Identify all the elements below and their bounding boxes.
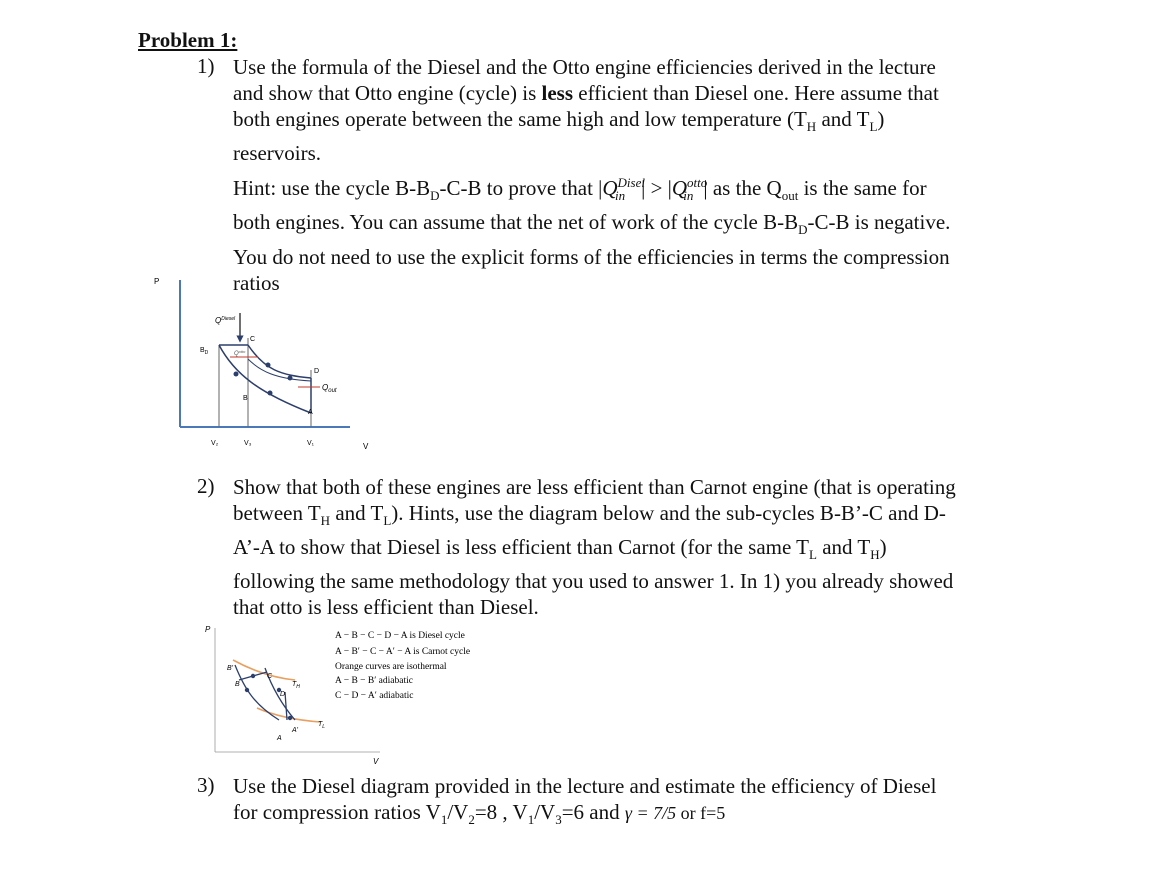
d2-label-tl: $T_L$ — [318, 721, 326, 730]
d2-label-c: C — [267, 673, 273, 680]
d2-label-th: $T_H$ — [292, 681, 300, 690]
d1-label-c: C — [250, 336, 256, 343]
d1-arrow-3 — [266, 363, 271, 368]
carnot-pv-diagram — [195, 620, 515, 770]
d2-legend-5: C − D − A′ adiabatic — [335, 691, 414, 701]
part2-line-3: A’-A to show that Diesel is less efficient than Carnot (for the same $T_L$ and $T_H$) — [233, 535, 887, 563]
part3-number: 3) — [197, 773, 215, 797]
part1-line-3: both engines operate between the same high and low temperature ($T_H$ and $T_L$) — [233, 107, 885, 135]
d1-v-axis-label: V — [363, 442, 369, 451]
d2-isotherm-th — [233, 660, 295, 680]
part3-line-2: for compression ratios $V_1/V_2=8$ , $V_1/V_3=6$ and γ = 7/5 or f=5 — [233, 800, 726, 828]
d1-label-v1: V₁ — [307, 440, 315, 447]
d1-label-b: B — [243, 395, 248, 402]
part2-line-1: Show that both of these engines are less efficient than Carnot engine (that is operating — [233, 475, 956, 499]
part1-line-1: Use the formula of the Diesel and the Otto engine efficiencies derived in the lecture — [233, 55, 936, 79]
part2-text — [233, 474, 956, 620]
d1-arrow-2 — [268, 391, 273, 396]
d2-label-b: B — [235, 681, 240, 688]
part2-line-4: following the same methodology that you used to answer 1. In 1) you already showed — [233, 569, 954, 594]
d2-label-d: D — [280, 691, 286, 698]
d2-label-ap: A' — [292, 727, 299, 734]
part3-line-1: Use the Diesel diagram provided in the lecture and estimate the efficiency of Diesel — [233, 774, 937, 798]
part2-line-5: that otto is less efficient than Diesel. — [233, 595, 539, 620]
hint-line-2: both engines. You can assume that the net of work of the cycle $B-B_D-C-B$ is negative. — [233, 210, 951, 238]
part2-line-2: between $T_H$ and $T_L$). Hints, use the diagram below and the sub-cycles B-B’-C and D- — [233, 501, 946, 529]
hint-line-3: You do not need to use the explicit forms of the efficiencies in terms the compression — [233, 244, 950, 269]
part1-line-2: and show that Otto engine (cycle) is less efficient than Diesel one. Here assume that — [233, 81, 939, 105]
hint-line-1: Hint: use the cycle $B-B_D-C-B$ to prove that $|Q^{Disel}_{in}$ | > $|Q^{otto}_{in}$ | as the $Q_{out}$ is the same for — [233, 175, 927, 204]
d2-arrow-2 — [251, 674, 255, 678]
d1-label-v3: V₃ — [244, 440, 252, 447]
d2-legend-3: Orange curves are isothermal — [335, 662, 447, 672]
d1-p-axis-label: P — [154, 277, 160, 286]
problem-title: Problem 1: — [138, 28, 238, 52]
d2-p-axis-label: P — [205, 625, 211, 634]
d2-legend-1: A − B − C − D − A is Diesel cycle — [335, 631, 465, 641]
part1-number: 1) — [197, 54, 215, 78]
d1-compression-curve — [219, 345, 311, 413]
d2-legend-4: A − B − B′ adiabatic — [335, 676, 413, 686]
d2-legend-2: A − B′ − C − A′ − A is Carnot cycle — [335, 647, 471, 657]
hint-line-4: ratios — [233, 270, 280, 295]
diesel-pv-diagram — [150, 275, 380, 460]
d1-label-a: A — [308, 409, 313, 416]
d2-arrow-4 — [288, 716, 292, 720]
d2-isotherm-tl — [257, 708, 320, 722]
d2-arrow-1 — [245, 688, 249, 692]
d1-arrow-4 — [288, 376, 293, 381]
part2-number: 2) — [197, 474, 215, 498]
d1-label-bd: $B_D$ — [200, 347, 209, 356]
d1-qotto-label: $Q^{otto}$ — [234, 349, 246, 357]
d2-label-bp: B' — [227, 665, 234, 672]
d2-d-a-line — [285, 692, 287, 720]
d2-adiabat-left — [235, 665, 279, 720]
d1-qout-label: $Q_{out}$ — [322, 383, 337, 394]
part3-text — [233, 773, 936, 833]
d1-arrow-1 — [234, 372, 239, 377]
d1-expansion-curve — [248, 345, 311, 378]
part1-text — [233, 54, 950, 296]
d1-otto-curve — [248, 359, 311, 381]
d2-v-axis-label: V — [373, 757, 379, 766]
d2-label-a: A — [277, 735, 282, 742]
part1-line-4: reservoirs. — [233, 141, 322, 166]
d1-label-d: D — [314, 368, 320, 375]
d1-qin-label: $Q^{Diesel}$ — [215, 316, 236, 325]
d1-label-v2: V₂ — [211, 440, 219, 447]
